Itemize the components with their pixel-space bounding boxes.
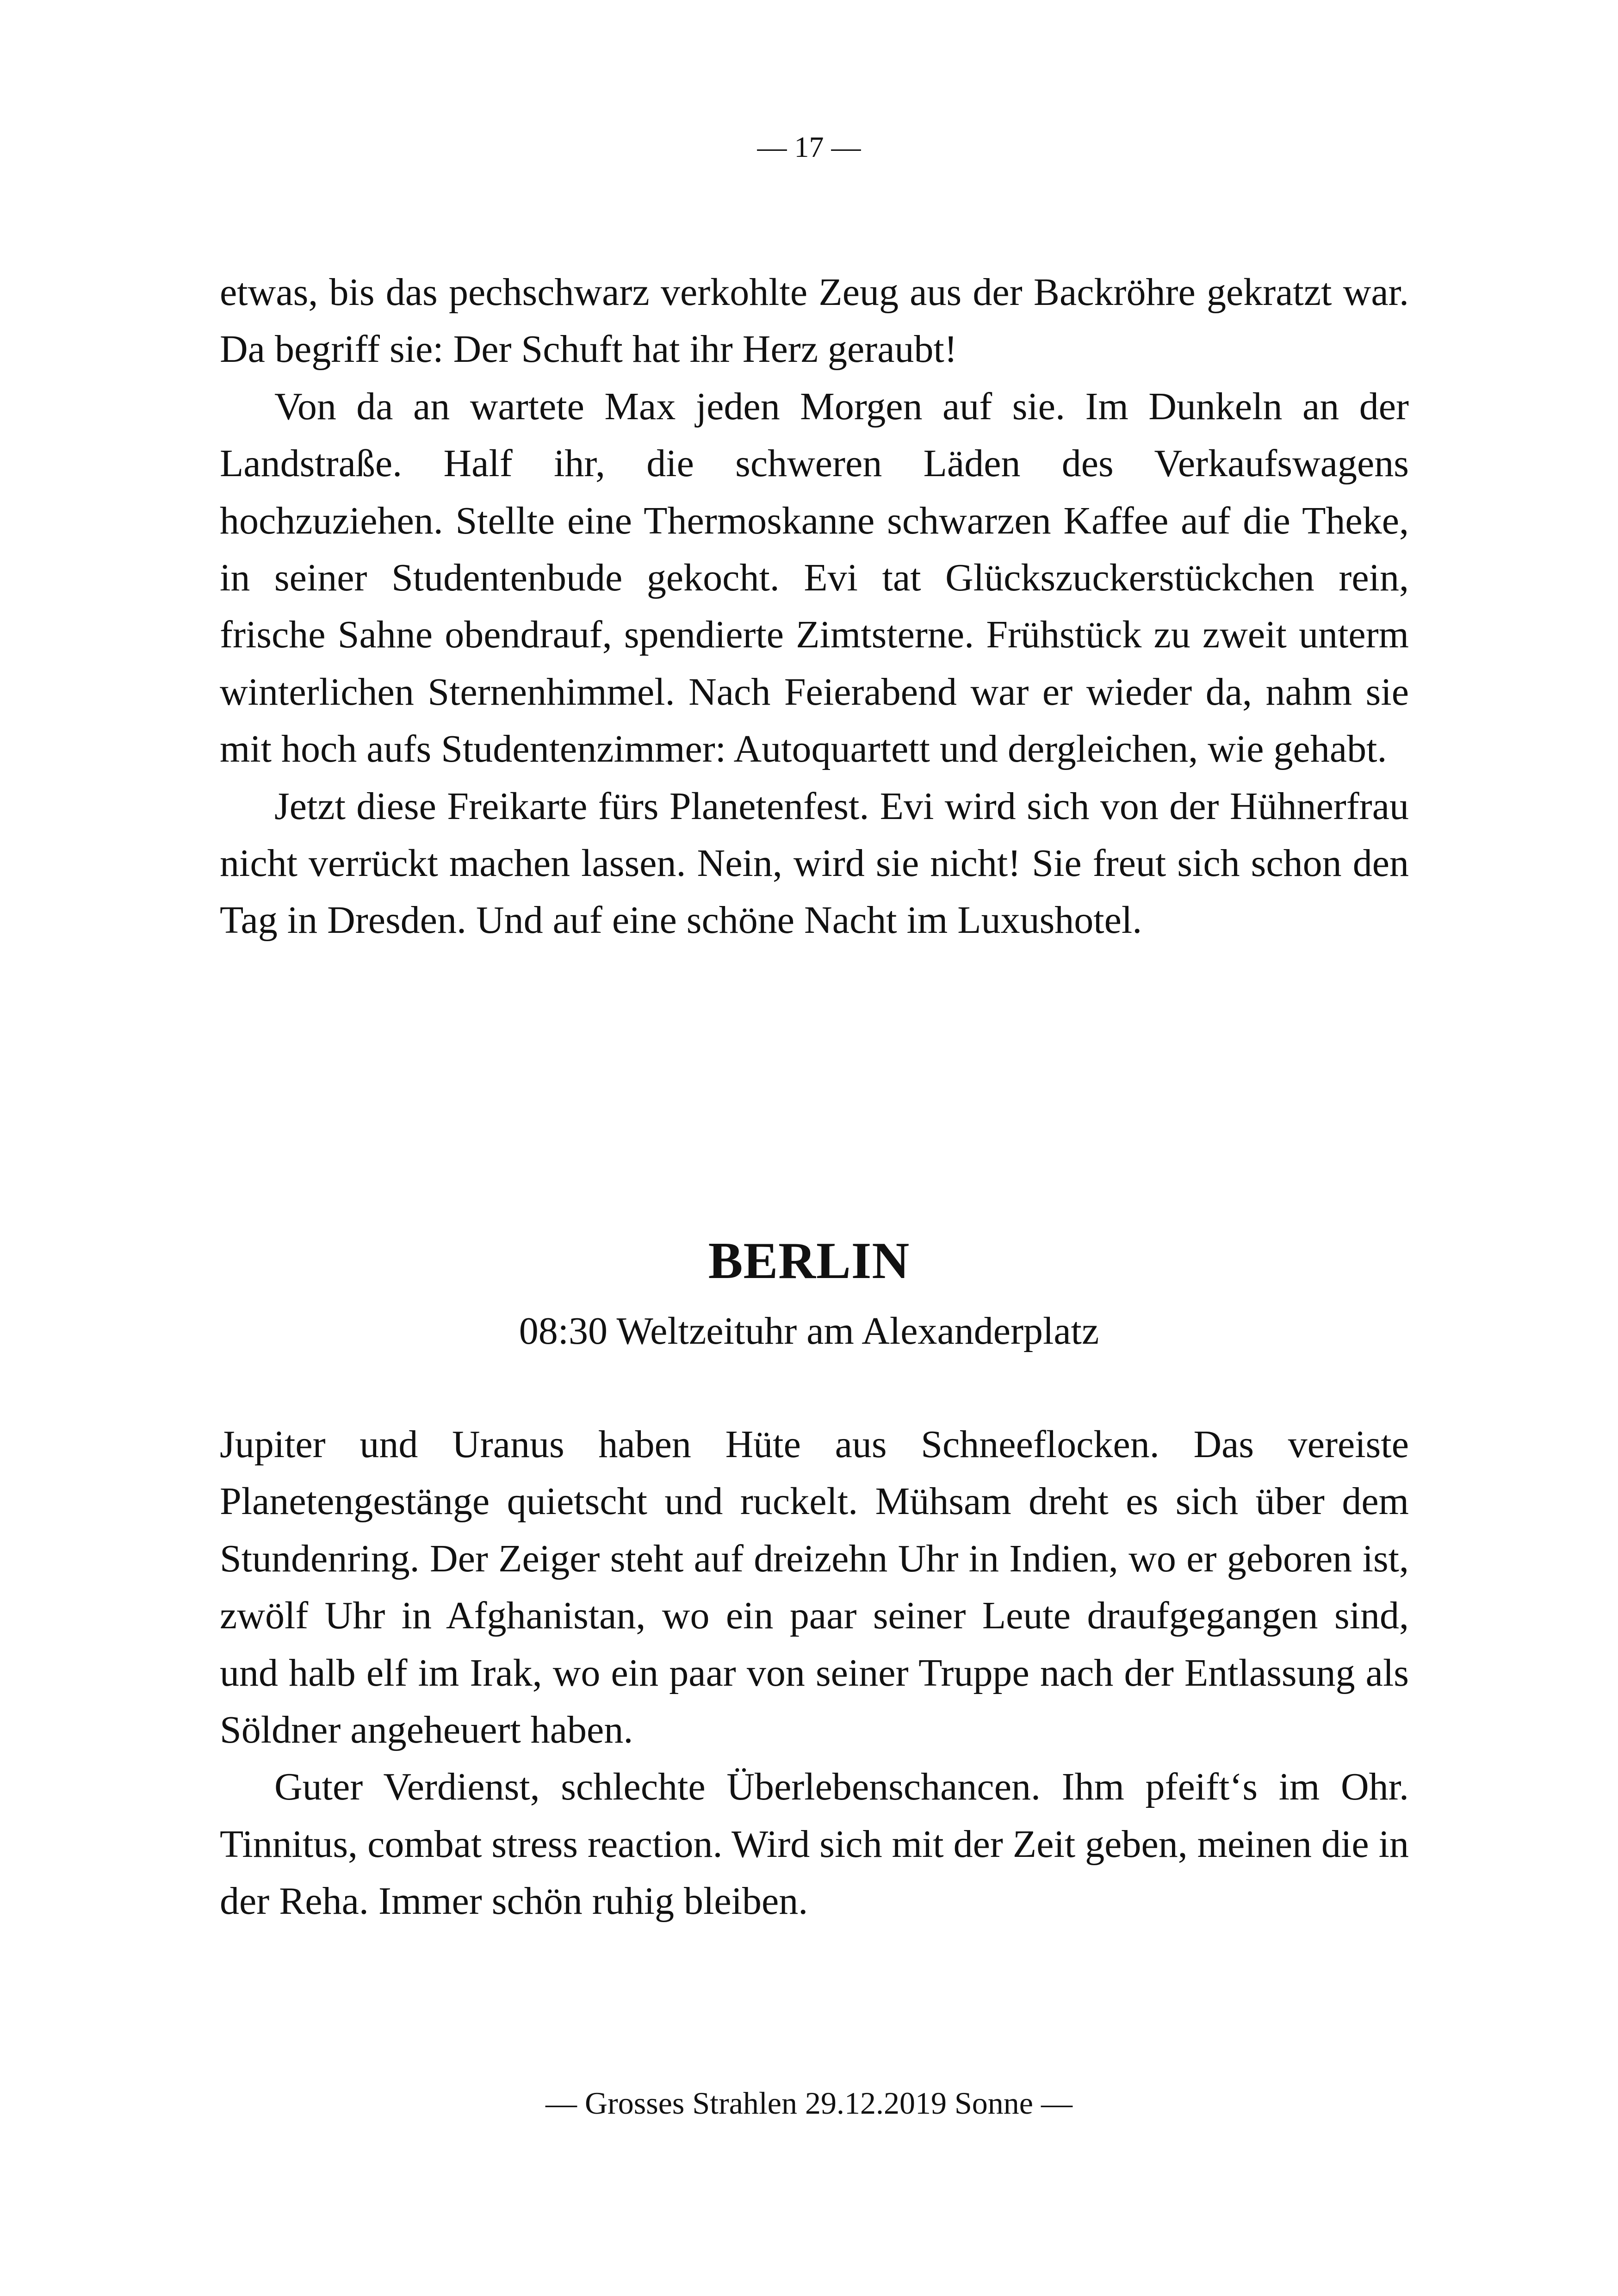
section-heading: BERLIN <box>708 1232 910 1290</box>
text-block-berlin-section <box>220 1416 1409 1930</box>
section-subheading: 08:30 Weltzeituhr am Alexanderplatz <box>519 1309 1099 1353</box>
paragraph: Jetzt diese Freikarte fürs Planetenfest. Evi wird sich von der Hühnerfrau nicht verrückt machen lassen. Nein, wird sie nicht! Sie freut sich schon den Tag in Dresden. Und auf eine schöne Nacht im Luxushotel. <box>220 784 1409 942</box>
paragraph: Jupiter und Uranus haben Hüte aus Schneeflocken. Das vereiste Planetengestänge quietscht und ruckelt. Mühsam dreht es sich über dem Stundenring. Der Zeiger steht auf dreizehn Uhr in Indien, wo er geboren ist, zwölf Uhr in Afghanistan, wo ein paar seiner Leute draufgegangen sind, und halb elf im Irak, wo ein paar von seiner Truppe nach der Entlassung als Söldner angeheuert haben. <box>220 1423 1409 1752</box>
page-number: — 17 — <box>757 130 861 163</box>
paragraph: etwas, bis das pechschwarz verkohlte Zeug aus der Backröhre gekratzt war. Da begriff sie: Der Schuft hat ihr Herz geraubt! <box>220 271 1409 371</box>
text-block-previous-section <box>220 264 1409 949</box>
page-footer: — Grosses Strahlen 29.12.2019 Sonne — <box>546 2085 1072 2121</box>
paragraph: Guter Verdienst, schlechte Überlebenschancen. Ihm pfeift‘s im Ohr. Tinnitus, combat stress reaction. Wird sich mit der Zeit geben, meinen die in der Reha. Immer schön ruhig bleiben. <box>220 1765 1409 1923</box>
paragraph: Von da an wartete Max jeden Morgen auf sie. Im Dunkeln an der Landstraße. Half ihr, die schweren Läden des Verkaufswagens hochzuziehen. Stellte eine Thermoskanne schwarzen Kaffee auf die Theke, in seiner Studentenbude gekocht. Evi tat Glückszuckerstückchen rein, frische Sahne obendrauf, spendierte Zimtsterne. Frühstück zu zweit unterm winterlichen Sternenhimmel. Nach Feierabend war er wieder da, nahm sie mit hoch aufs Studentenzimmer: Autoquartett und dergleichen, wie gehabt. <box>220 385 1409 771</box>
